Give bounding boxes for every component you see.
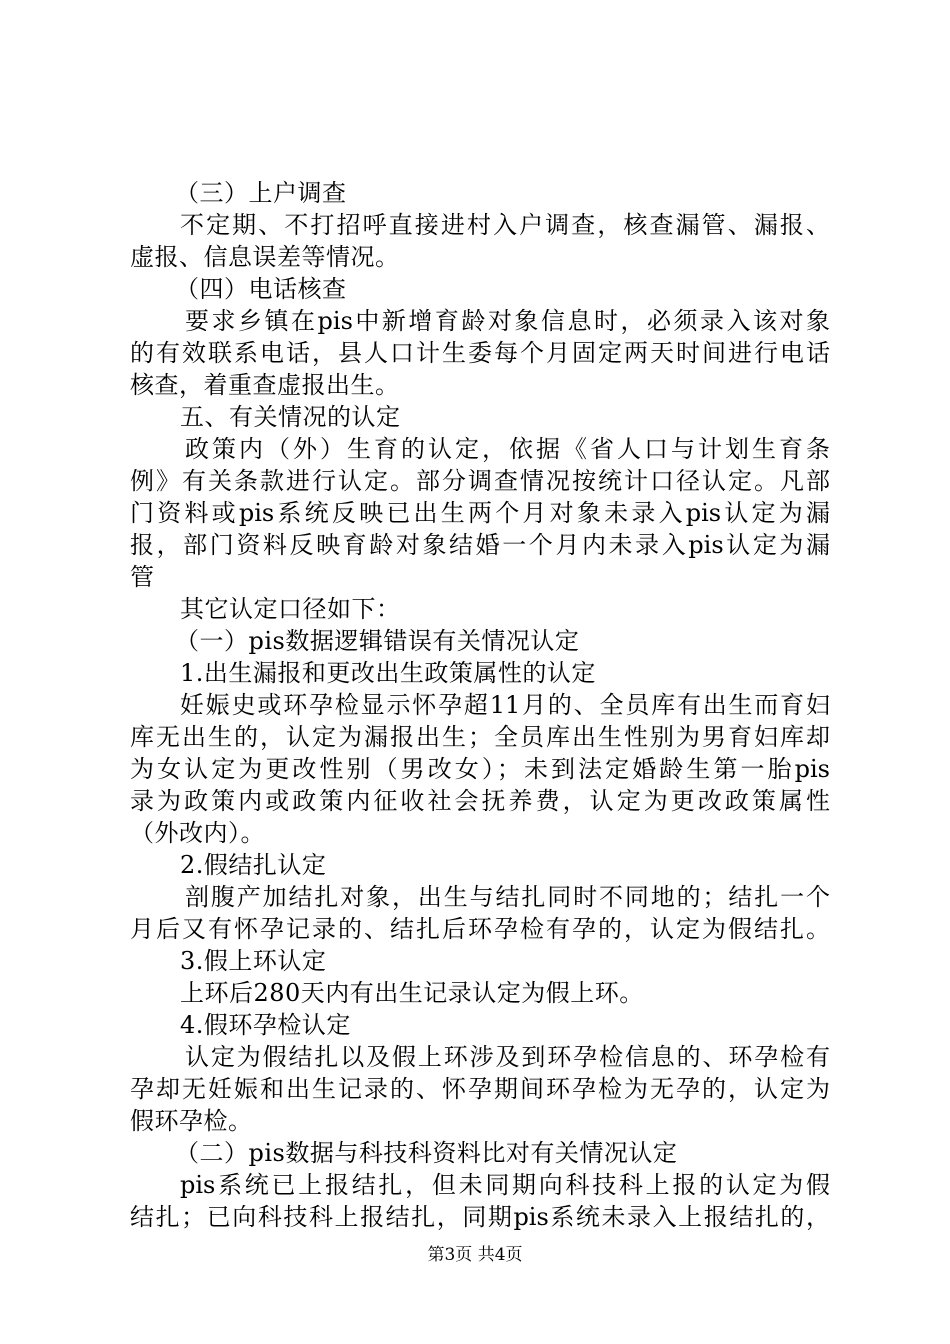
paragraph-line: 库无出生的，认定为漏报出生；全员库出生性别为男育妇库却 bbox=[130, 723, 830, 751]
paragraph-line: 门资料或pis系统反映已出生两个月对象未录入pis认定为漏 bbox=[130, 499, 830, 527]
paragraph-line: 例》有关条款进行认定。部分调查情况按统计口径认定。凡部 bbox=[130, 467, 830, 495]
paragraph-line: 认定为假结扎以及假上环涉及到环孕检信息的、环孕检有 bbox=[185, 1043, 830, 1071]
paragraph-line: 剖腹产加结扎对象，出生与结扎同时不同地的；结扎一个 bbox=[185, 883, 830, 911]
heading-section-five: 五、有关情况的认定 bbox=[180, 403, 401, 431]
paragraph-line: 为女认定为更改性别（男改女）；未到法定婚龄生第一胎pis bbox=[130, 755, 830, 783]
paragraph-line: 其它认定口径如下： bbox=[180, 595, 401, 623]
heading-logic-errors: （一）pis数据逻辑错误有关情况认定 bbox=[175, 627, 580, 655]
paragraph-line: 妊娠史或环孕检显示怀孕超11月的、全员库有出生而育妇 bbox=[180, 691, 830, 719]
paragraph-line: 虚报、信息误差等情况。 bbox=[130, 243, 400, 271]
paragraph-line: 核查，着重查虚报出生。 bbox=[130, 371, 400, 399]
heading-item-2: 2.假结扎认定 bbox=[180, 851, 327, 879]
paragraph-line: 报，部门资料反映育龄对象结婚一个月内未录入pis认定为漏 bbox=[130, 531, 830, 559]
paragraph-line: 假环孕检。 bbox=[130, 1107, 253, 1135]
paragraph-line: 要求乡镇在pis中新增育龄对象信息时，必须录入该对象 bbox=[185, 307, 830, 335]
paragraph-line: 结扎；已向科技科上报结扎，同期pis系统未录入上报结扎的， bbox=[130, 1203, 830, 1231]
paragraph-line: pis系统已上报结扎，但未同期向科技科上报的认定为假 bbox=[180, 1171, 830, 1199]
paragraph-line: 孕却无妊娠和出生记录的、怀孕期间环孕检为无孕的，认定为 bbox=[130, 1075, 830, 1103]
heading-phone-check: （四）电话核查 bbox=[175, 275, 347, 303]
paragraph-line: 录为政策内或政策内征收社会抚养费，认定为更改政策属性 bbox=[130, 787, 830, 815]
heading-item-3: 3.假上环认定 bbox=[180, 947, 327, 975]
heading-item-1: 1.出生漏报和更改出生政策属性的认定 bbox=[180, 659, 596, 687]
paragraph-line: （外改内）。 bbox=[130, 819, 265, 847]
paragraph-line: 不定期、不打招呼直接进村入户调查，核查漏管、漏报、 bbox=[180, 211, 830, 239]
paragraph-line: 管 bbox=[130, 563, 155, 591]
paragraph-line: 政策内（外）生育的认定，依据《省人口与计划生育条 bbox=[185, 435, 830, 463]
heading-item-4: 4.假环孕检认定 bbox=[180, 1011, 351, 1039]
paragraph-line: 上环后280天内有出生记录认定为假上环。 bbox=[180, 979, 644, 1007]
paragraph-line: 月后又有怀孕记录的、结扎后环孕检有孕的，认定为假结扎。 bbox=[130, 915, 830, 943]
page-number: 第3页 共4页 bbox=[427, 1245, 523, 1265]
heading-tech-comparison: （二）pis数据与科技科资料比对有关情况认定 bbox=[175, 1139, 678, 1167]
paragraph-line: 的有效联系电话，县人口计生委每个月固定两天时间进行电话 bbox=[130, 339, 830, 367]
heading-household-survey: （三）上户调查 bbox=[175, 179, 347, 207]
